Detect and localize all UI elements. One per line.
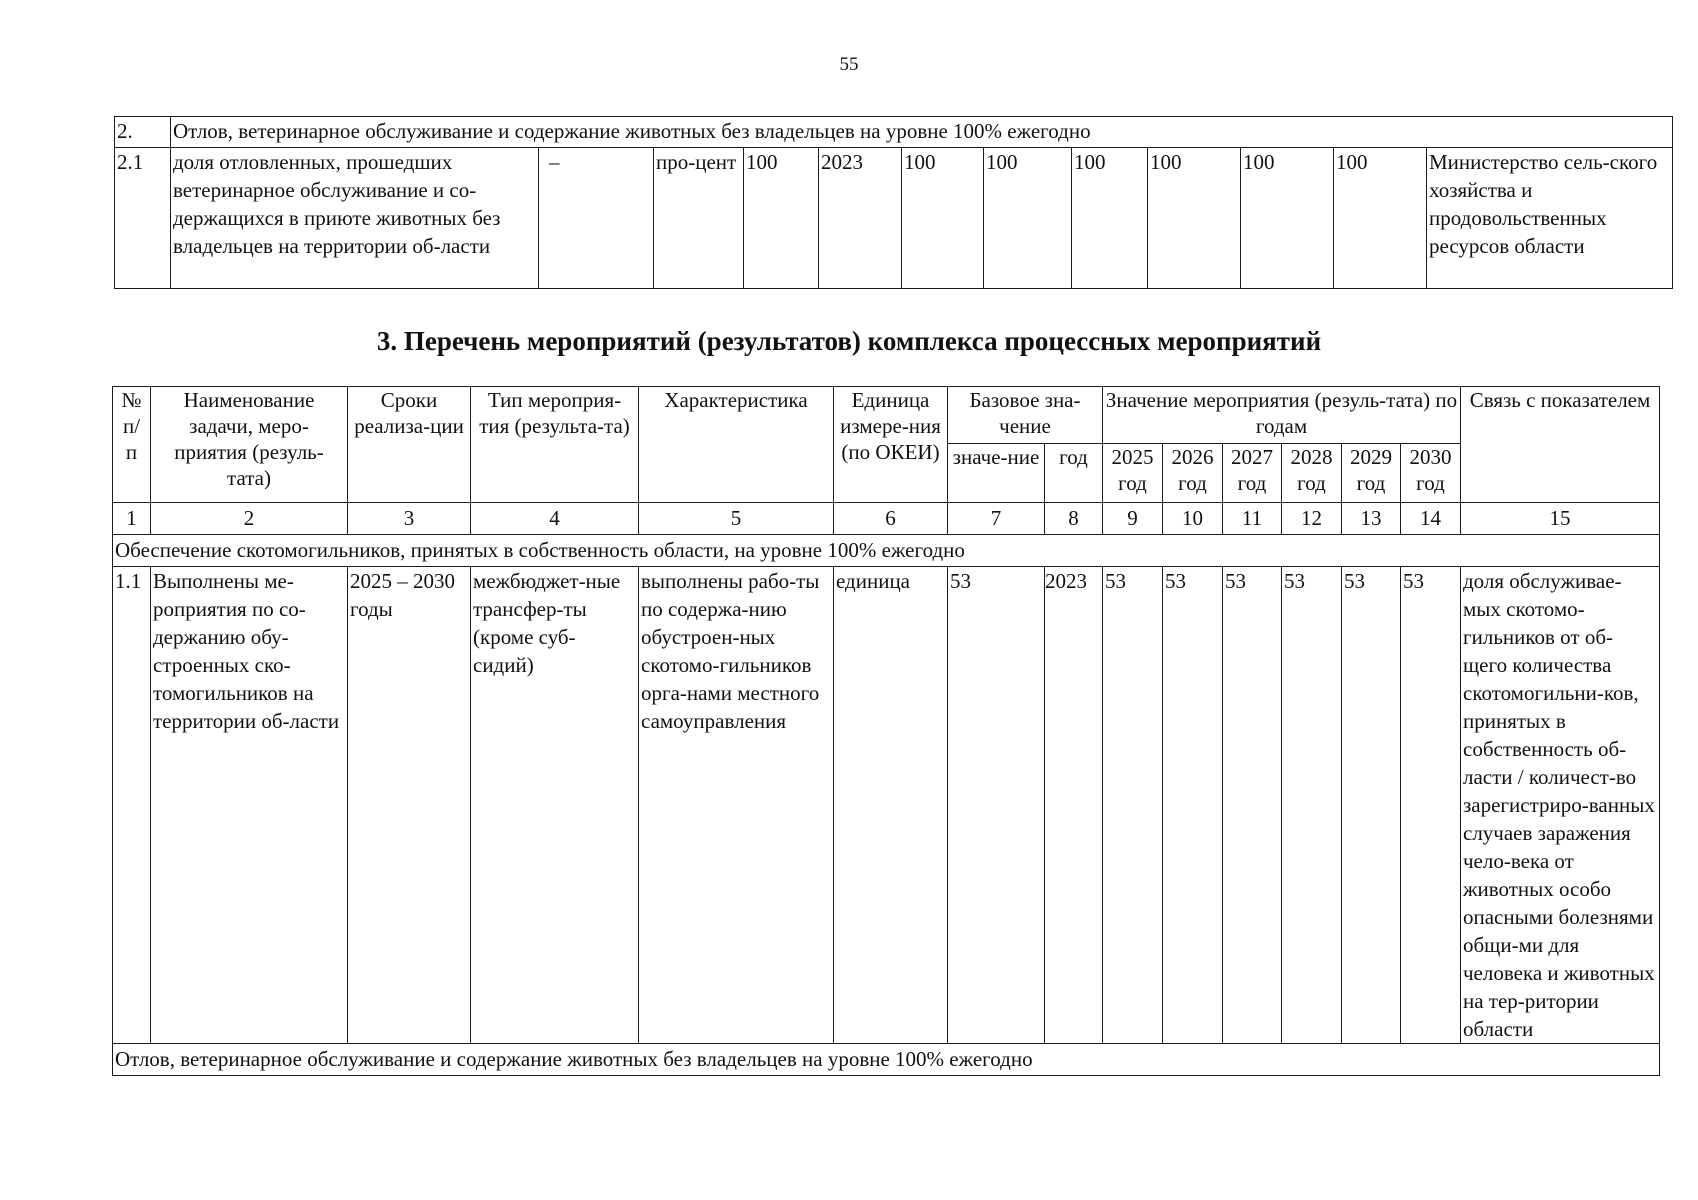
column-number: 12 — [1282, 503, 1342, 535]
row-number: 2. — [115, 117, 171, 148]
column-number: 1 — [113, 503, 151, 535]
column-number: 3 — [348, 503, 471, 535]
page-number: 55 — [839, 54, 859, 75]
column-number: 11 — [1223, 503, 1282, 535]
header-values: Значение мероприятия (резуль-тата) по годам — [1103, 387, 1461, 444]
table-row — [115, 117, 1673, 148]
activity-period: 2025 – 2030 годы — [348, 567, 471, 1044]
value-cell: 100 — [984, 148, 1072, 289]
section-heading: Отлов, ветеринарное обслуживание и содержание животных без владельцев на уровне 100% ежегодно — [113, 1044, 1660, 1076]
header-characteristic: Характеристика — [639, 387, 834, 503]
indicator-dash: – — [539, 148, 654, 289]
column-number-row — [113, 503, 1660, 535]
value-cell: 53 — [1163, 567, 1223, 1044]
row-number: 1.1 — [113, 567, 151, 1044]
value-cell: 100 — [1072, 148, 1148, 289]
value-cell: 53 — [1342, 567, 1401, 1044]
value-cell: 100 — [1334, 148, 1427, 289]
value-cell: 100 — [1148, 148, 1241, 289]
column-number: 15 — [1461, 503, 1660, 535]
value-cell: 53 — [1401, 567, 1461, 1044]
row-number: 2.1 — [115, 148, 171, 289]
value-cell: 53 — [1223, 567, 1282, 1044]
section-heading: Отлов, ветеринарное обслуживание и содержание животных без владельцев на уровне 100% ежегодно — [171, 117, 1673, 148]
column-number: 5 — [639, 503, 834, 535]
value-cell: 53 — [1282, 567, 1342, 1044]
value-cell: 100 — [1241, 148, 1334, 289]
activity-characteristic: выполнены рабо-ты по содержа-нию обустроен-ных скотомо-гильников орга-нами местного самоуправления — [639, 567, 834, 1044]
header-year: 2028 год — [1282, 444, 1342, 503]
indicators-table — [114, 116, 1673, 289]
header-base-value: значе-ние — [948, 444, 1045, 503]
column-number: 10 — [1163, 503, 1223, 535]
base-value: 100 — [744, 148, 819, 289]
base-year: 2023 — [819, 148, 902, 289]
header-year: 2026 год — [1163, 444, 1223, 503]
header-row — [113, 387, 1660, 444]
column-number: 6 — [834, 503, 948, 535]
header-unit: Единица измере-ния (по ОКЕИ) — [834, 387, 948, 503]
table-row — [113, 567, 1660, 1044]
table-row — [113, 535, 1660, 567]
column-number: 8 — [1045, 503, 1103, 535]
header-year: 2029 год — [1342, 444, 1401, 503]
indicator-name: доля отловленных, прошедших ветеринарное обслуживание и со-держащихся в приюте животных без владельцев на территории об-ласти — [171, 148, 539, 289]
value-cell: 53 — [1103, 567, 1163, 1044]
activity-unit: единица — [834, 567, 948, 1044]
header-name: Наименование задачи, меро-приятия (резуль-тата) — [151, 387, 348, 503]
column-number: 14 — [1401, 503, 1461, 535]
header-base: Базовое зна-чение — [948, 387, 1103, 444]
column-number: 7 — [948, 503, 1045, 535]
header-year: 2025 год — [1103, 444, 1163, 503]
activity-name: Выполнены ме-роприятия по со-держанию обу-строенных ско-томогильников на территории об-ласти — [151, 567, 348, 1044]
column-number: 2 — [151, 503, 348, 535]
header-year: 2030 год — [1401, 444, 1461, 503]
header-link: Связь с показателем — [1461, 387, 1660, 503]
header-period: Сроки реализа-ции — [348, 387, 471, 503]
value-cell: 100 — [902, 148, 984, 289]
activity-type: межбюджет-ные трансфер-ты (кроме суб-сидий) — [471, 567, 639, 1044]
table-row — [115, 148, 1673, 289]
header-num: № п/ п — [113, 387, 151, 503]
section-title: 3. Перечень мероприятий (результатов) комплекса процессных мероприятий — [376, 326, 1322, 356]
table-row — [113, 1044, 1660, 1076]
column-number: 13 — [1342, 503, 1401, 535]
indicator-unit: про-цент — [654, 148, 744, 289]
column-number: 4 — [471, 503, 639, 535]
column-number: 9 — [1103, 503, 1163, 535]
base-value: 53 — [948, 567, 1045, 1044]
section-heading: Обеспечение скотомогильников, принятых в собственность области, на уровне 100% ежегодно — [113, 535, 1660, 567]
activities-table — [112, 386, 1660, 1076]
header-year: 2027 год — [1223, 444, 1282, 503]
base-year: 2023 — [1045, 567, 1103, 1044]
indicator-link: доля обслуживае-мых скотомо-гильников от об-щего количества скотомогильни-ков, принятых в собственность об-ласти / количест-во зарегистриро-ванных случаев заражения чело-века от животных особо опасными болезнями общи-ми для человека и животных на тер-ритории области — [1461, 567, 1660, 1044]
header-base-year: год — [1045, 444, 1103, 503]
responsible-body: Министерство сель-ского хозяйства и продовольственных ресурсов области — [1427, 148, 1673, 289]
header-type: Тип мероприя-тия (результа-та) — [471, 387, 639, 503]
